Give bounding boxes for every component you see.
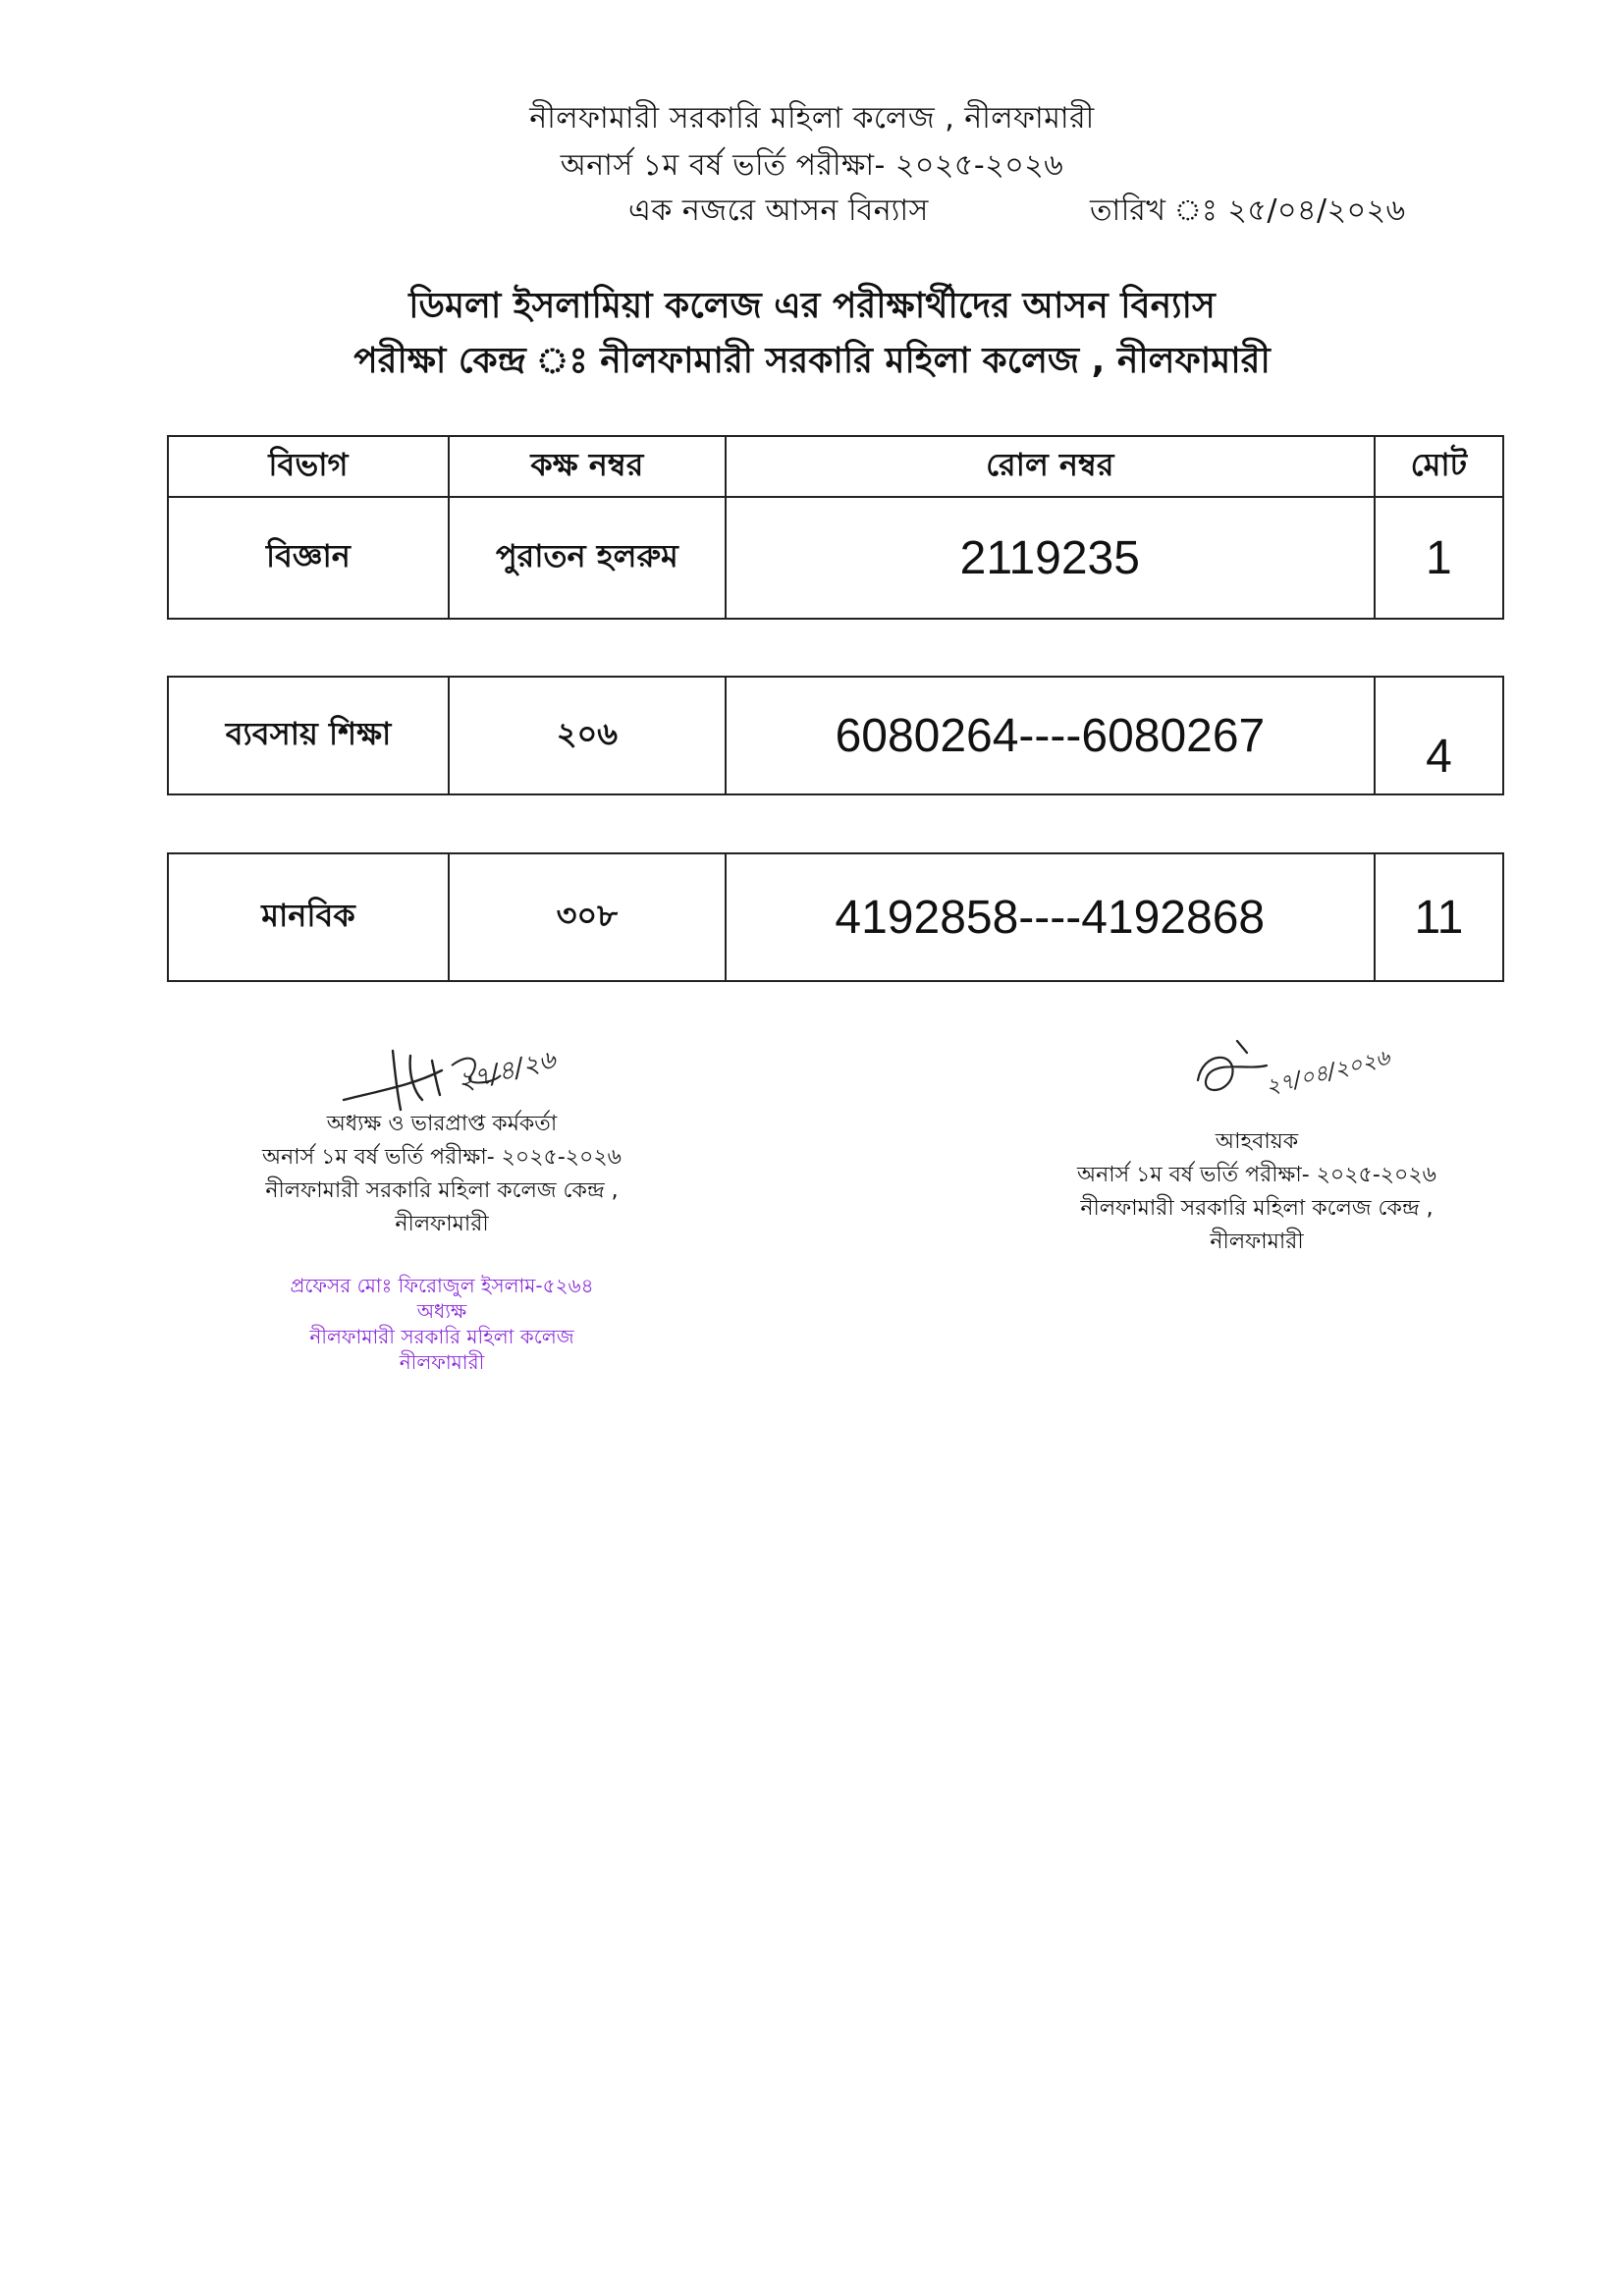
table-row [168, 497, 1503, 619]
stamp-college: নীলফামারী সরকারি মহিলা কলেজ [309, 1325, 574, 1348]
right-signatory-role: আহবায়ক [1215, 1129, 1299, 1154]
left-signatory-place: নীলফামারী [395, 1212, 489, 1236]
left-signatory-block [187, 1108, 697, 1241]
date-label: তারিখ ঃ ২৫/০৪/২০২৬ [1090, 193, 1406, 228]
right-signatory-block [1001, 1125, 1512, 1259]
stamp-designation: অধ্যক্ষ [416, 1299, 467, 1323]
exam-center-title: পরীক্ষা কেন্দ্র ঃ নীলফামারী সরকারি মহিলা কলেজ , নীলফামারী [353, 341, 1271, 381]
header-room: কক্ষ নম্বর [449, 436, 726, 497]
left-signatory-exam: অনার্স ১ম বর্ষ ভর্তি পরীক্ষা- ২০২৫-২০২৬ [262, 1145, 622, 1170]
roll-cell: 2119235 [726, 497, 1375, 619]
header-department: বিভাগ [168, 436, 449, 497]
stamp-place: নীলফামারী [399, 1350, 485, 1374]
header-roll: রোল নম্বর [726, 436, 1375, 497]
room-cell: পুরাতন হলরুম [449, 497, 726, 619]
right-signatory-place: নীলফামারী [1210, 1230, 1304, 1254]
institution-heading: নীলফামারী সরকারি মহিলা কলেজ , নীলফামারী [529, 101, 1095, 136]
right-signatory-exam: অনার্স ১ম বর্ষ ভর্তি পরীক্ষা- ২০২৫-২০২৬ [1077, 1163, 1436, 1187]
exam-heading: অনার্স ১ম বর্ষ ভর্তি পরীক্ষা- ২০২৫-২০২৬ [560, 148, 1064, 183]
department-cell: মানবিক [168, 853, 449, 981]
seat-plan-subtitle: এক নজরে আসন বিন্যাস [628, 193, 929, 228]
table-header-row [168, 436, 1503, 497]
table-row [168, 677, 1503, 794]
department-cell: ব্যবসায় শিক্ষা [168, 677, 449, 794]
table-row [168, 853, 1503, 981]
left-signature-date: ২৭/৪/২৬ [454, 1045, 559, 1098]
department-cell: বিজ্ঞান [168, 497, 449, 619]
seat-table-business [167, 676, 1504, 795]
left-signatory-center: নীলফামারী সরকারি মহিলা কলেজ কেন্দ্র , [265, 1178, 619, 1203]
room-cell: ২০৬ [449, 677, 726, 794]
stamp-name: প্রফেসর মোঃ ফিরোজুল ইসলাম-৫২৬৪ [290, 1274, 594, 1297]
principal-stamp [236, 1273, 648, 1375]
college-title: ডিমলা ইসলামিয়া কলেজ এর পরীক্ষার্থীদের আসন বিন্যাস [408, 286, 1216, 326]
roll-cell: 6080264----6080267 [726, 677, 1375, 794]
total-cell: 1 [1375, 497, 1503, 619]
seat-table-humanities [167, 852, 1504, 982]
right-signature-date: ২৭/০৪/২০২৬ [1263, 1045, 1393, 1101]
right-signatory-center: নীলফামারী সরকারি মহিলা কলেজ কেন্দ্র , [1080, 1196, 1434, 1221]
left-signatory-role: অধ্যক্ষ ও ভারপ্রাপ্ত কর্মকর্তা [326, 1112, 558, 1136]
room-cell: ৩০৮ [449, 853, 726, 981]
seat-table-science [167, 435, 1504, 620]
roll-cell: 4192858----4192868 [726, 853, 1375, 981]
total-cell: 4 [1375, 677, 1503, 794]
total-cell: 11 [1375, 853, 1503, 981]
header-total: মোট [1375, 436, 1503, 497]
